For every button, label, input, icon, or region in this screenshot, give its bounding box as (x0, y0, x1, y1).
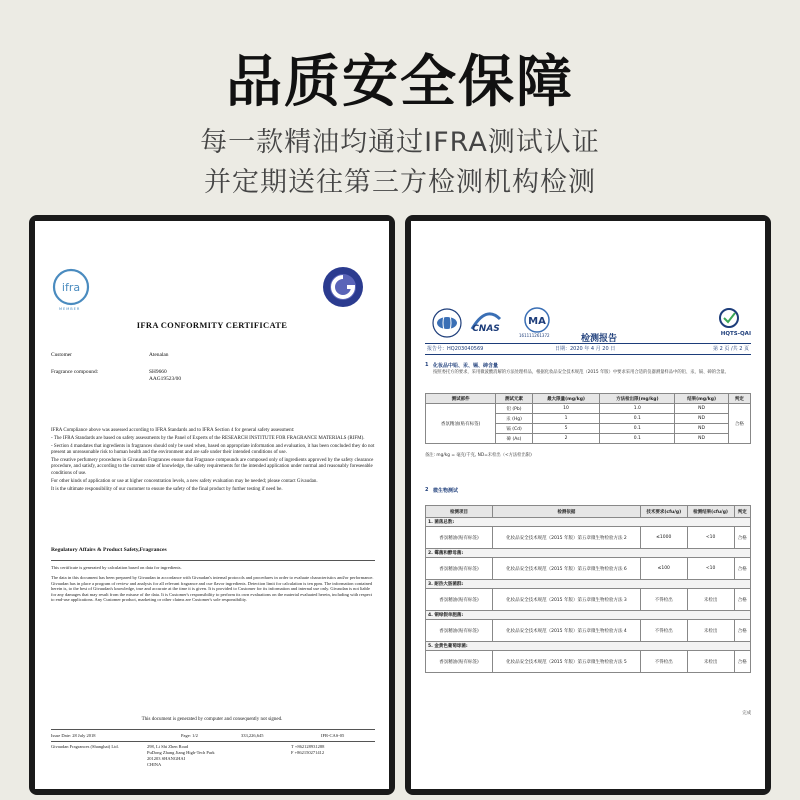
table-header-row (426, 394, 751, 404)
table-cell: ND (675, 404, 729, 414)
table-1-note: 备注: mg/kg = 毫克/千克, ND=未检出（<方法检出限) (425, 453, 532, 458)
section-2-number: 2 (425, 487, 429, 493)
subtitle-line-2: 并定期送往第三方检测机构检测 (204, 167, 596, 198)
table-group-label: 3. 耐热大肠菌群: (426, 580, 751, 589)
table-cell: ≤100 (640, 558, 687, 580)
table-cell: 5 (532, 424, 600, 434)
subtitle-line-1: 每一款精油均通过IFRA测试认证 (200, 127, 600, 158)
computer-note: This document is generated by computer and consequently not signed. (141, 717, 283, 722)
paragraph: - Section 4 mandates that ingredients in fragrances should only be used when, based on appropriate information and evaluation, it has been concluded they do not present an unreasonable risk to human health and the environment and are safe under their intended conditions of use. (51, 444, 375, 456)
document-number: 333,226,645 (241, 733, 264, 738)
table-cell: 香氛精油(贴有标签) (426, 404, 496, 444)
table-cell: 砷 (As) (496, 434, 532, 444)
cnas-logo-icon (469, 307, 503, 339)
table-cell: 香氛精油(贴有标签) (426, 651, 493, 673)
table-cell: ND (675, 414, 729, 424)
certificate-body (51, 428, 375, 495)
ifra-certificate-page (35, 221, 389, 789)
compound-label: Fragrance compound: (51, 369, 99, 375)
table-group-row (426, 580, 751, 589)
table-cell: 镉 (Cd) (496, 424, 532, 434)
table-header: 测试元素 (496, 394, 532, 404)
address-line-3: 201203 SHANGHAI (147, 756, 186, 761)
table-row (426, 527, 751, 549)
table-cell: 0.1 (600, 414, 675, 424)
table-cell: 化妆品安全技术规范（2015 年版）第五章微生物检验方法 5 (493, 651, 641, 673)
table-header: 判定 (728, 394, 750, 404)
section-1-number: 1 (425, 362, 429, 368)
table-cell: <10 (687, 558, 734, 580)
table-header: 检测结果(cfu/g) (687, 506, 734, 518)
table-cell: 香氛精油(贴有标签) (426, 527, 493, 549)
certificate-title: IFRA CONFORMITY CERTIFICATE (136, 320, 288, 330)
givaudan-logo-icon (321, 265, 365, 309)
paragraph: - The IFRA Standards are based on safety assessments by the Panel of Experts of the RESEARCH INSTITUTE FOR FRAGRANCE MATERIALS (RIFM). (51, 436, 365, 442)
customer-value: Atenalan (149, 352, 169, 358)
table-cell: 1.0 (600, 404, 675, 414)
test-report-page (411, 221, 765, 789)
customer-row (51, 352, 351, 360)
table-group-row (426, 549, 751, 558)
table-cell: 0.1 (600, 424, 675, 434)
address-line-2: PuDong Zhang Jiang High-Tech Park (147, 750, 215, 755)
table-group-row (426, 642, 751, 651)
table-row (426, 651, 751, 673)
table-header: 方法检出限(mg/kg) (600, 394, 675, 404)
compound-row (51, 369, 351, 385)
table-cell: 不得检出 (640, 651, 687, 673)
cnas-logo-text: CNAS (472, 324, 500, 334)
report-title: 检测报告 (581, 334, 618, 344)
table-group-row (426, 518, 751, 527)
table-cell: ND (675, 424, 729, 434)
ifra-certificate-panel (29, 215, 395, 795)
table-cell: <10 (687, 527, 734, 549)
table-cell: 合格 (734, 558, 751, 580)
paragraph: It is the ultimate responsibility of our customer to ensure the safety of the final product by further testing if need be. (51, 486, 283, 492)
issue-date: Issue Date: 28 July 2018 (51, 733, 96, 738)
table-group-label: 2. 霉菌和酵母菌: (426, 549, 751, 558)
table-cell: 汞 (Hg) (496, 414, 532, 424)
ifra-logo-icon (51, 267, 91, 307)
table-cell: 不得检出 (640, 620, 687, 642)
table-cell: 化妆品安全技术规范（2015 年版）第五章微生物检验方法 3 (493, 589, 641, 611)
table-cell: 化妆品安全技术规范（2015 年版）第五章微生物检验方法 6 (493, 558, 641, 580)
customer-label: Customer (51, 352, 72, 358)
table-cell: 香氛精油(贴有标签) (426, 589, 493, 611)
table-cell: 合格 (734, 620, 751, 642)
ma-logo-text: MA (528, 316, 546, 327)
regulatory-heading: Regulatory Affairs & Product Safety,Fragrances (51, 547, 167, 553)
table-header-row (426, 506, 751, 518)
section-1-title: 化妆品中铅、汞、镉、砷含量 (433, 363, 499, 369)
table-row (426, 589, 751, 611)
table-cell: 合格 (734, 527, 751, 549)
heavy-metal-table (425, 393, 751, 444)
table-cell: 化妆品安全技术规范（2015 年版）第五章微生物检验方法 4 (493, 620, 641, 642)
report-meta-bar (425, 343, 751, 355)
table-cell: 香氛精油(贴有标签) (426, 558, 493, 580)
ifra-logo-text: ifra (61, 281, 81, 294)
table-cell: 10 (532, 404, 600, 414)
table-row (426, 558, 751, 580)
table-header: 最大限量(mg/kg) (532, 394, 600, 404)
table-cell: 合格 (728, 404, 750, 444)
table-header: 技术要求(cfu/g) (640, 506, 687, 518)
table-header: 结果(mg/kg) (675, 394, 729, 404)
company-name: Givaudan Fragrances (Shanghai) Ltd. (51, 744, 119, 749)
table-cell: 铅 (Pb) (496, 404, 532, 414)
disclaimer-text: The data in this document has been prepared by Givaudan in accordance with Givaudan's internal protocols and procedures in order to evaluate characteristics and/or performance. Givaudan has in place a program of review and analysis for all relevant fragrance and cue flavor ingredients. Detection limit for calculation is ten ppm. The information contained herein is, to the best of Givaudan's knowledge, true and accurate at the time it is given. It is provided to Customer for its information and internal use only. Givaudan is not liable for any damages that may result from the misuse of the data. It is Customer's responsibility to perform its own evaluations on the material evaluated herein, including with respect to end-use applications. Any Customer product, marketing or other claims are Customer's sole responsibility. (51, 575, 374, 603)
section-1-note: 按照委托方的要求，采用微波酸消解的方法处理样品，根据化妆品安全技术规范（2015 年版）中要求采用合适的仪器测量样品中的铅、汞、镉、砷的含量。 (433, 370, 729, 375)
end-mark: 完成 (742, 711, 751, 716)
generated-note: This certificate is generated by calculation based on data for ingredients. (51, 565, 182, 570)
hqts-logo-text: HQTS-QAI (720, 331, 751, 337)
table-header: 检测项目 (426, 506, 493, 518)
table-header: 检测依据 (493, 506, 641, 518)
report-number: 报告号：HQ203040569 (427, 346, 484, 352)
report-date: 日期：2020 年 4 月 20 日 (555, 346, 616, 352)
table-group-label: 1. 菌落总数: (426, 518, 751, 527)
ma-logo-icon (523, 307, 551, 333)
microbiology-table (425, 505, 751, 673)
table-cell: ≤1000 (640, 527, 687, 549)
paragraph: The creative perfumery procedures in Givaudan Fragrances ensure that Fragrance compounds are composed only of ingredients approved by the safety clearance procedure, and satisfy, according to the current state of knowledge, the safety requirements for the intended application under normal and reasonably foreseeable conditions of use. (51, 458, 374, 476)
table-cell: 1 (532, 414, 600, 424)
table-cell: 合格 (734, 589, 751, 611)
table-row (426, 404, 751, 414)
test-report-panel (405, 215, 771, 795)
table-group-row (426, 611, 751, 620)
address-line-4: CHINA (147, 762, 162, 767)
fax-number: F +862150271412 (291, 750, 325, 755)
form-code: IFR-CAS-05 (321, 733, 345, 738)
report-page: 第 2 页 /共 2 页 (713, 346, 749, 352)
section-2-title: 微生物测试 (433, 488, 459, 494)
table-cell: 未检出 (687, 589, 734, 611)
table-cell: 2 (532, 434, 600, 444)
divider (51, 560, 375, 561)
table-cell: 合格 (734, 651, 751, 673)
paragraph: For other kinds of application or use at higher concentration levels, a new safety evaluation may be needed; please contact Givaudan. (51, 478, 318, 484)
cert-number: 161111261372 (519, 333, 550, 338)
hqts-logo-icon (709, 307, 749, 329)
table-cell: 0.1 (600, 434, 675, 444)
table-cell: 香氛精油(贴有标签) (426, 620, 493, 642)
divider (51, 741, 375, 742)
table-cell: 不得检出 (640, 589, 687, 611)
ilac-mra-logo-icon (431, 307, 463, 339)
address-line-1: 298, Li Shi Zhen Road (147, 744, 189, 749)
divider (51, 729, 375, 730)
table-cell: 未检出 (687, 651, 734, 673)
table-header: 判定 (734, 506, 751, 518)
accreditation-logos (425, 305, 665, 341)
page-number: Page: 1/2 (181, 733, 198, 738)
page-title: 品质安全保障 (226, 50, 574, 115)
table-header: 测试部件 (426, 394, 496, 404)
table-group-label: 5. 金黄色葡萄球菌: (426, 642, 751, 651)
compound-value-2: AAG19523/00 (149, 376, 182, 382)
table-group-label: 4. 铜绿假单胞菌: (426, 611, 751, 620)
table-cell: 未检出 (687, 620, 734, 642)
phone-number: T +862128931288 (291, 744, 325, 749)
compound-value-1: SH9660 (149, 369, 167, 375)
table-row (426, 620, 751, 642)
table-cell: ND (675, 434, 729, 444)
paragraph: IFRA Compliance above was assessed according to IFRA Standards and to IFRA Section 4 for general safety assessment: (51, 428, 295, 433)
ifra-members-text: MEMBER (59, 307, 81, 311)
table-cell: 化妆品安全技术规范（2015 年版）第五章微生物检验方法 2 (493, 527, 641, 549)
